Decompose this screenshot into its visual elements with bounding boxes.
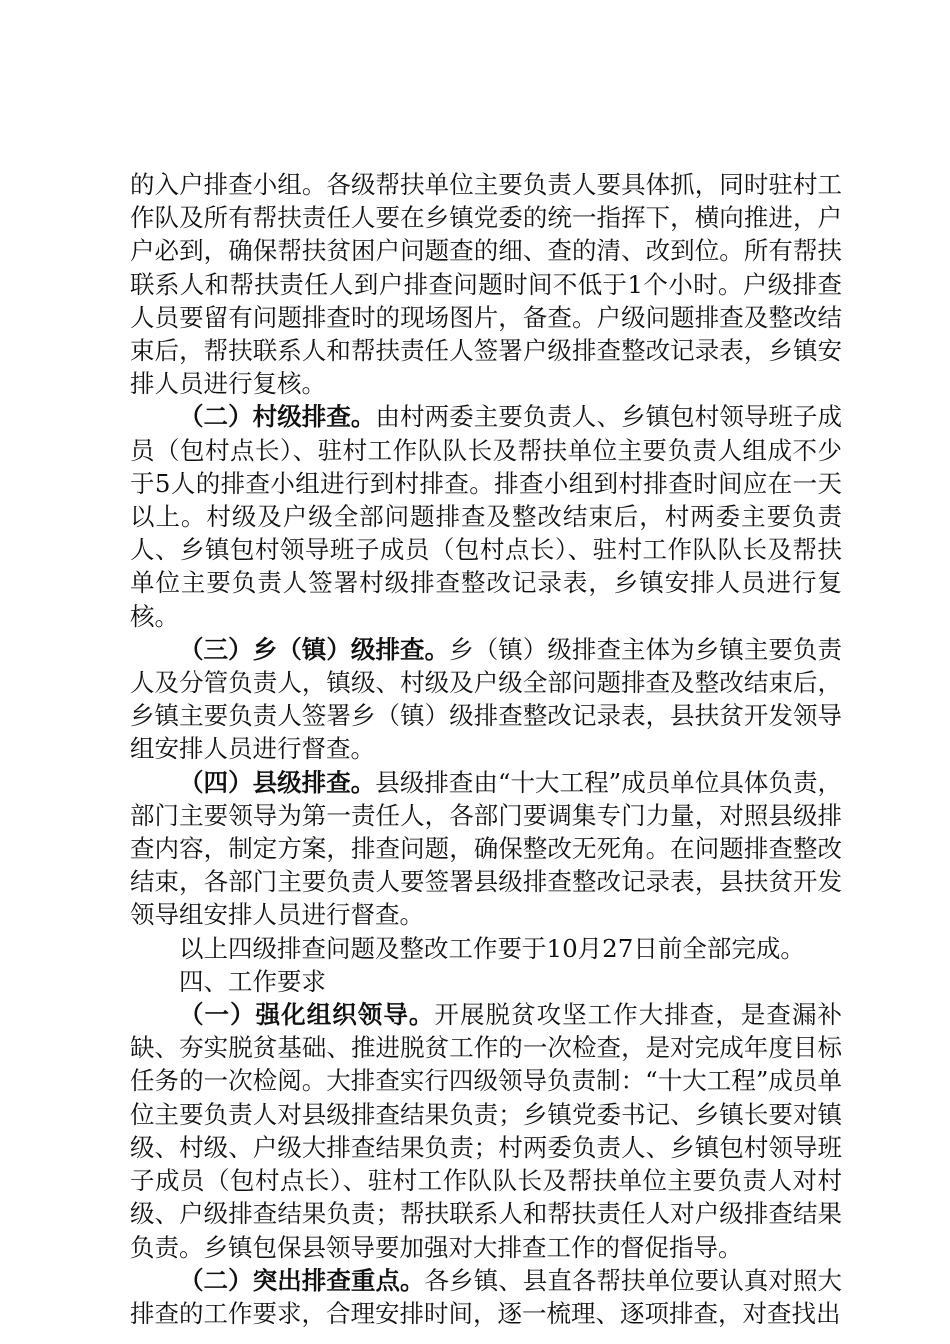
paragraph-strengthen-leadership bbox=[130, 998, 842, 1264]
paragraph-household-inspection bbox=[130, 168, 842, 400]
paragraph-text: 的入户排查小组。各级帮扶单位主要负责人要具体抓，同时驻村工作队及所有帮扶责任人要在乡镇党委的统一指挥下，横向推进，户户必到，确保帮扶贫困户问题查的细、查的清、改到位。所有帮扶联系人和帮扶责任人到户排查问题时间不低于1个小时。户级排查人员要留有问题排查时的现场图片，备查。户级问题排查及整改结束后，帮扶联系人和帮扶责任人签署户级排查整改记录表，乡镇安排人员进行复核。 bbox=[130, 170, 842, 399]
paragraph-text: 县级排查由“十大工程”成员单位具体负责，部门主要领导为第一责任人，各部门要调集专门力量，对照县级排查内容，制定方案，排查问题，确保整改无死角。在问题排查整改结束，各部门主要负责人要签署县级排查整改记录表，县扶贫开发领导组安排人员进行督查。 bbox=[130, 767, 842, 930]
paragraph-lead: （三）乡（镇）级排查。 bbox=[179, 634, 450, 664]
paragraph-lead: （四）县级排查。 bbox=[179, 767, 376, 797]
paragraph-text: 乡（镇）级排查主体为乡镇主要负责人及分管负责人，镇级、村级及户级全部问题排查及整改结束后，乡镇主要负责人签署乡（镇）级排查整改记录表，县扶贫开发领导组安排人员进行督查。 bbox=[130, 634, 843, 764]
paragraph-text: 以上四级排查问题及整改工作要于10月27日前全部完成。 bbox=[179, 933, 805, 963]
paragraph-township-inspection bbox=[130, 633, 842, 766]
section-heading-work-requirements: 四、工作要求 bbox=[179, 966, 326, 996]
paragraph-lead: （一）强化组织领导。 bbox=[179, 1000, 435, 1030]
paragraph-lead: （二）突出排查重点。 bbox=[179, 1265, 425, 1295]
paragraph-highlight-focus bbox=[130, 1264, 842, 1330]
paragraph-village-inspection bbox=[130, 400, 842, 632]
paragraph-deadline bbox=[130, 932, 842, 965]
paragraph-text: 各乡镇、县直各帮扶单位要认真对照大排查的工作要求，合理安排时间，逐一梳理、逐项排查，对查找出 bbox=[130, 1265, 842, 1328]
paragraph-county-inspection bbox=[130, 766, 842, 932]
paragraph-text: 开展脱贫攻坚工作大排查，是查漏补缺、夯实脱贫基础、推进脱贫工作的一次检查，是对完成年度目标任务的一次检阅。大排查实行四级领导负责制：“十大工程”成员单位主要负责人对县级排查结果负责；乡镇党委书记、乡镇长要对镇级、村级、户级大排查结果负责；村两委负责人、乡镇包村领导班子成员（包村点长）、驻村工作队队长及帮扶单位主要负责人对村级、户级排查结果负责；帮扶联系人和帮扶责任人对户级排查结果负责。乡镇包保县领导要加强对大排查工作的督促指导。 bbox=[130, 1000, 843, 1262]
paragraph-text: 由村两委主要负责人、乡镇包村领导班子成员（包村点长）、驻村工作队队长及帮扶单位主要负责人组成不少于5人的排查小组进行到村排查。排查小组到村排查时间应在一天以上。村级及户级全部问题排查及整改结束后，村两委主要负责人、乡镇包村领导班子成员（包村点长）、驻村工作队队长及帮扶单位主要负责人签署村级排查整改记录表，乡镇安排人员进行复核。 bbox=[130, 402, 843, 631]
document-body bbox=[130, 168, 842, 1330]
paragraph-lead: （二）村级排查。 bbox=[179, 402, 376, 432]
